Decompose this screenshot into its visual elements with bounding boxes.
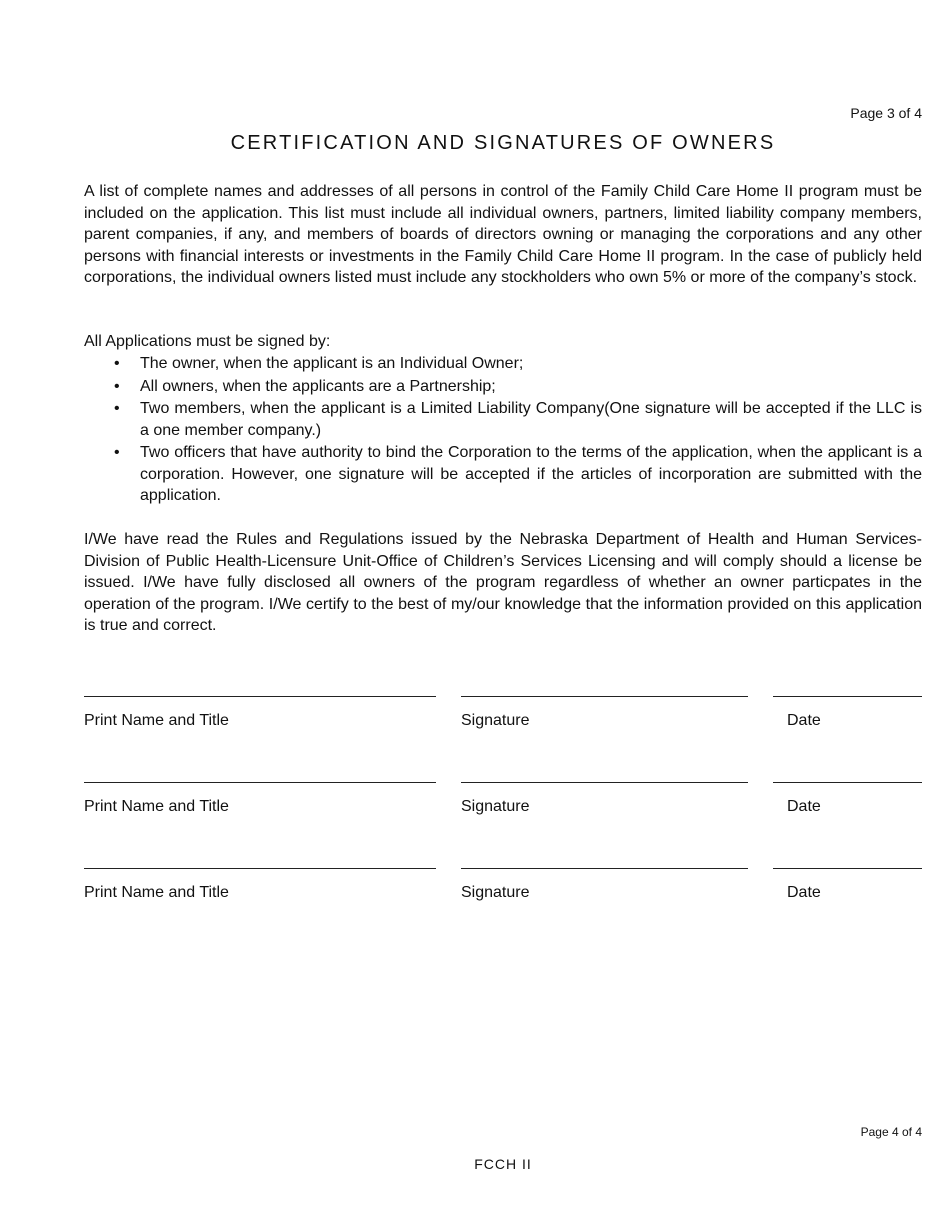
form-code-footer: FCCH II <box>474 1156 532 1172</box>
date-line[interactable] <box>773 868 922 869</box>
bullet-icon: • <box>114 377 120 395</box>
certification-paragraph: I/We have read the Rules and Regulations issued by the Nebraska Department of Health and Human Services-Division of Public Health-Licensure Unit-Office of Children’s Services Licensing and will comply should a license be issued. I/We have fully disclosed all owners of the program regardless of whether an owner particpates in the operation of the program. I/We certify to the best of my/our knowledge that the information provided on this application is true and correct. <box>84 531 922 634</box>
print-name-label: Print Name and Title <box>84 798 229 815</box>
list-item <box>114 398 922 441</box>
signature-label: Signature <box>461 798 530 815</box>
signature-row-1 <box>84 696 922 740</box>
date-label: Date <box>787 798 821 815</box>
signature-label: Signature <box>461 884 530 901</box>
date-line[interactable] <box>773 696 922 697</box>
list-item <box>114 353 922 375</box>
bullet-icon: • <box>114 444 120 461</box>
list-item-text: All owners, when the applicants are a Partnership; <box>140 377 496 395</box>
print-name-line[interactable] <box>84 782 436 783</box>
document-page <box>84 0 922 1230</box>
signature-row-2 <box>84 782 922 826</box>
print-name-line[interactable] <box>84 696 436 697</box>
print-name-line[interactable] <box>84 868 436 869</box>
page-title: CERTIFICATION AND SIGNATURES OF OWNERS <box>230 132 776 154</box>
signer-requirements-list <box>84 353 922 508</box>
bullet-icon: • <box>114 355 120 372</box>
ownership-disclosure-paragraph: A list of complete names and addresses of all persons in control of the Family Child Care Home II program must be included on the application. This list must include all individual owners, partners, limited liability company members, parent companies, if any, and members of boards of directors owning or managing the corporations and any other persons with financial interests or investments in the Family Child Care Home II program. In the case of publicly held corporations, the individual owners listed must include any stockholders who own 5% or more of the company’s stock. <box>84 183 922 286</box>
signature-row-3 <box>84 868 922 912</box>
date-line[interactable] <box>773 782 922 783</box>
signature-line[interactable] <box>461 696 748 697</box>
signature-label: Signature <box>461 712 530 729</box>
page-number-top: Page 3 of 4 <box>850 105 922 121</box>
list-item-text: Two members, when the applicant is a Limited Liability Company(One signature will be accepted if the LLC is a one member company.) <box>140 400 922 439</box>
list-item-text: Two officers that have authority to bind the Corporation to the terms of the application, when the applicant is a corporation. However, one signature will be accepted if the articles of incorporation are submitted with the application. <box>140 444 922 504</box>
signature-line[interactable] <box>461 868 748 869</box>
list-item <box>114 442 922 507</box>
page-number-bottom: Page 4 of 4 <box>860 1125 922 1139</box>
date-label: Date <box>787 884 821 901</box>
signature-line[interactable] <box>461 782 748 783</box>
signers-intro: All Applications must be signed by: <box>84 333 331 350</box>
bullet-icon: • <box>114 400 120 417</box>
list-item <box>114 376 922 398</box>
print-name-label: Print Name and Title <box>84 712 229 729</box>
print-name-label: Print Name and Title <box>84 884 229 901</box>
date-label: Date <box>787 712 821 729</box>
list-item-text: The owner, when the applicant is an Individual Owner; <box>140 355 524 372</box>
